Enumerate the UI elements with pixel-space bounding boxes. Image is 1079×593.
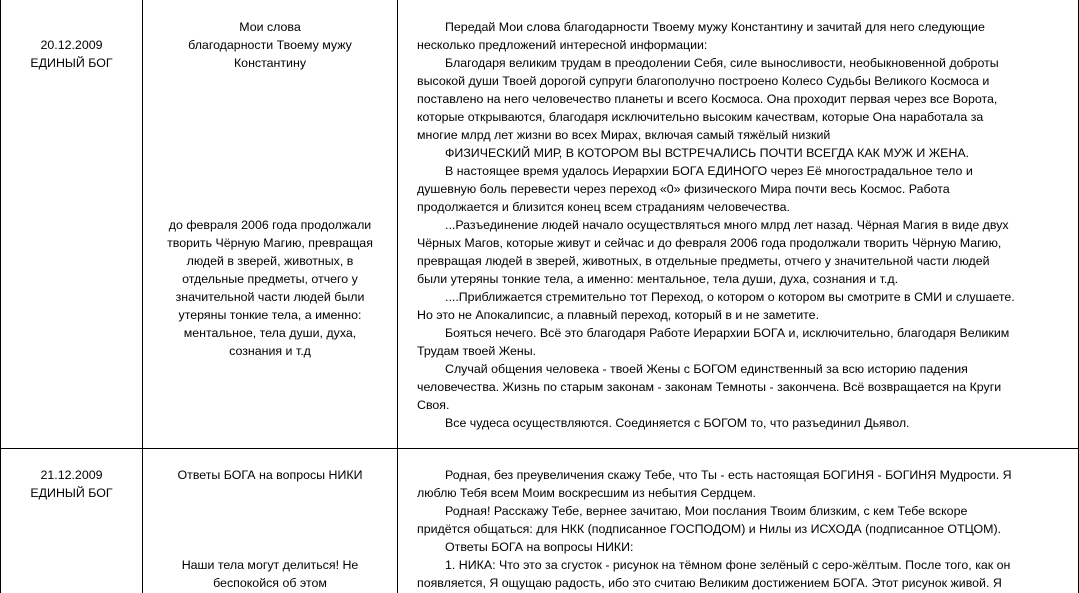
message-line: душевную боль перевести через переход «0» физического Мира почти весь Космос. Работа: [417, 182, 950, 196]
message-line: Все чудеса осуществляются. Соединяется с БОГОМ то, что разъединил Дьявол.: [445, 416, 910, 430]
row2-title-cell: [143, 466, 397, 484]
message-line: В настоящее время удалось Иерархии БОГА ЕДИНОГО через Её многострадальное тело и: [445, 164, 973, 178]
message-line: ...Разъединение людей начало осуществляться много млрд лет назад. Чёрная Магия в виде двух: [445, 218, 1009, 232]
message-line: которые открываются, благодаря исключительно высоким качествам, которые Она наработала за: [417, 110, 984, 124]
message-line: продолжается и близится конец всем страданиям человечества.: [417, 200, 790, 214]
row1-title-cell: [143, 18, 397, 72]
row2-note-cell: [143, 556, 397, 592]
grid-line-col2: [397, 0, 398, 593]
message-line: Родная! Расскажу Тебе, вернее зачитаю, Мои послания Твоим близким, с кем Тебе вскоре: [445, 504, 968, 518]
message-paragraph: [417, 54, 1073, 144]
row1-note-line: людей в зверей, животных, в: [186, 254, 354, 268]
row2-title-line: Ответы БОГА на вопросы НИКИ: [177, 468, 363, 482]
message-paragraph: [417, 144, 1073, 162]
grid-line-left: [0, 0, 1, 593]
message-line: придётся общаться: для НКК (подписанное ГОСПОДОМ) и Нилы из ИСХОДА (подписанное ОТЦОМ).: [417, 522, 1002, 536]
message-line: Но это не Апокалипсис, а плавный переход, который в и не заметите.: [417, 308, 820, 322]
row1-title-line: Константину: [233, 56, 307, 70]
row1-message-cell: [417, 18, 1073, 432]
message-line: Ответы БОГА на вопросы НИКИ:: [445, 540, 634, 554]
message-line: Случай общения человека - твоей Жены с БОГОМ единственный за всю историю падения: [445, 362, 968, 376]
row1-note-line: утеряны тонкие тела, а именно:: [178, 308, 362, 322]
message-paragraph: [417, 324, 1073, 360]
row1-note-line: значительной части людей были: [175, 290, 365, 304]
message-paragraph: [417, 288, 1073, 324]
row2-author: ЕДИНЫЙ БОГ: [30, 486, 113, 500]
message-paragraph: [417, 556, 1073, 592]
row1-title-line: благодарности Твоему мужу: [188, 38, 352, 52]
message-line: ....Приближается стремительно тот Переход, о котором о котором вы смотрите в СМИ и слушаете.: [445, 290, 1015, 304]
row1-note-cell: [143, 216, 397, 360]
message-line: Родная, без преувеличения скажу Тебе, что Ты - есть настоящая БОГИНЯ - БОГИНЯ Мудрости. Я: [445, 468, 1012, 482]
message-paragraph: [417, 162, 1073, 216]
row2-note-line: Наши тела могут делиться! Не: [181, 558, 359, 572]
message-line: многие млрд лет жизни во всех Мирах, включая самый тяжёлый низкий: [417, 128, 831, 142]
message-line: ФИЗИЧЕСКИЙ МИР, В КОТОРОМ ВЫ ВСТРЕЧАЛИСЬ ПОЧТИ ВСЕГДА КАК МУЖ И ЖЕНА.: [445, 146, 970, 160]
message-line: Своя.: [417, 398, 450, 412]
message-paragraph: [417, 216, 1073, 288]
message-line: Чёрных Магов, которые живут и сейчас и до февраля 2006 года продолжали творить Чёрную Магию,: [417, 236, 1002, 250]
message-paragraph: [417, 18, 1073, 54]
row1-note-line: отдельные предметы, отчего у: [182, 272, 358, 286]
message-line: Трудам твоей Жены.: [417, 344, 537, 358]
message-line: были утеряны тонкие тела, а именно: ментальное, тела души, духа, сознания и т.д.: [417, 272, 899, 286]
message-line: люблю Тебя всем Моим воскресшим из небытия Сердцем.: [417, 486, 756, 500]
row2-date-cell: [1, 466, 142, 502]
row1-date: 20.12.2009: [40, 38, 103, 52]
message-line: 1. НИКА: Что это за сгусток - рисунок на тёмном фоне зелёный с серо-жёлтым. После того, как он: [445, 558, 1011, 572]
message-line: человечества. Жизнь по старым законам - законам Темноты - закончена. Всё возвращается на Круги: [417, 380, 1002, 394]
message-line: Благодаря великим трудам в преодолении Себя, силе выносливости, необыкновенной доброты: [445, 56, 999, 70]
message-line: превращая людей в зверей, животных, в отдельные предметы, отчего у значительной части людей: [417, 254, 990, 268]
row1-note-line: ментальное, тела души, духа,: [183, 326, 357, 340]
row1-author: ЕДИНЫЙ БОГ: [30, 56, 113, 70]
message-paragraph: [417, 502, 1073, 538]
row1-note-line: сознания и т.д: [229, 344, 311, 358]
row1-date-cell: [1, 36, 142, 72]
message-paragraph: [417, 538, 1073, 556]
message-line: поставлено на него человечество планеты и всего Космоса. Она проходит первая через все Ворота,: [417, 92, 998, 106]
message-line: Бояться нечего. Всё это благодаря Работе Иерархии БОГА и, исключительно, благодаря Великим: [445, 326, 1010, 340]
message-line: высокой души Твоей дорогой супруги благополучно построено Колесо Судьбы Великого Космоса и: [417, 74, 990, 88]
row-divider: [0, 448, 1079, 449]
message-paragraph: [417, 360, 1073, 414]
message-line: Передай Мои слова благодарности Твоему мужу Константину и зачитай для него следующие: [445, 20, 985, 34]
message-paragraph: [417, 414, 1073, 432]
row1-title-line: Мои слова: [239, 20, 301, 34]
message-line: несколько предложений интересной информации:: [417, 38, 708, 52]
row2-message-cell: [417, 466, 1073, 592]
row2-note-line: беспокойся об этом: [213, 576, 327, 590]
message-line: появляется, Я ощущаю радость, ибо это считаю Великим достижением БОГА. Этот рисунок живой. Я: [417, 576, 1002, 590]
row1-note-line: творить Чёрную Магию, превращая: [167, 236, 373, 250]
row1-note-line: до февраля 2006 года продолжали: [168, 218, 372, 232]
row2-date: 21.12.2009: [40, 468, 103, 482]
message-paragraph: [417, 466, 1073, 502]
